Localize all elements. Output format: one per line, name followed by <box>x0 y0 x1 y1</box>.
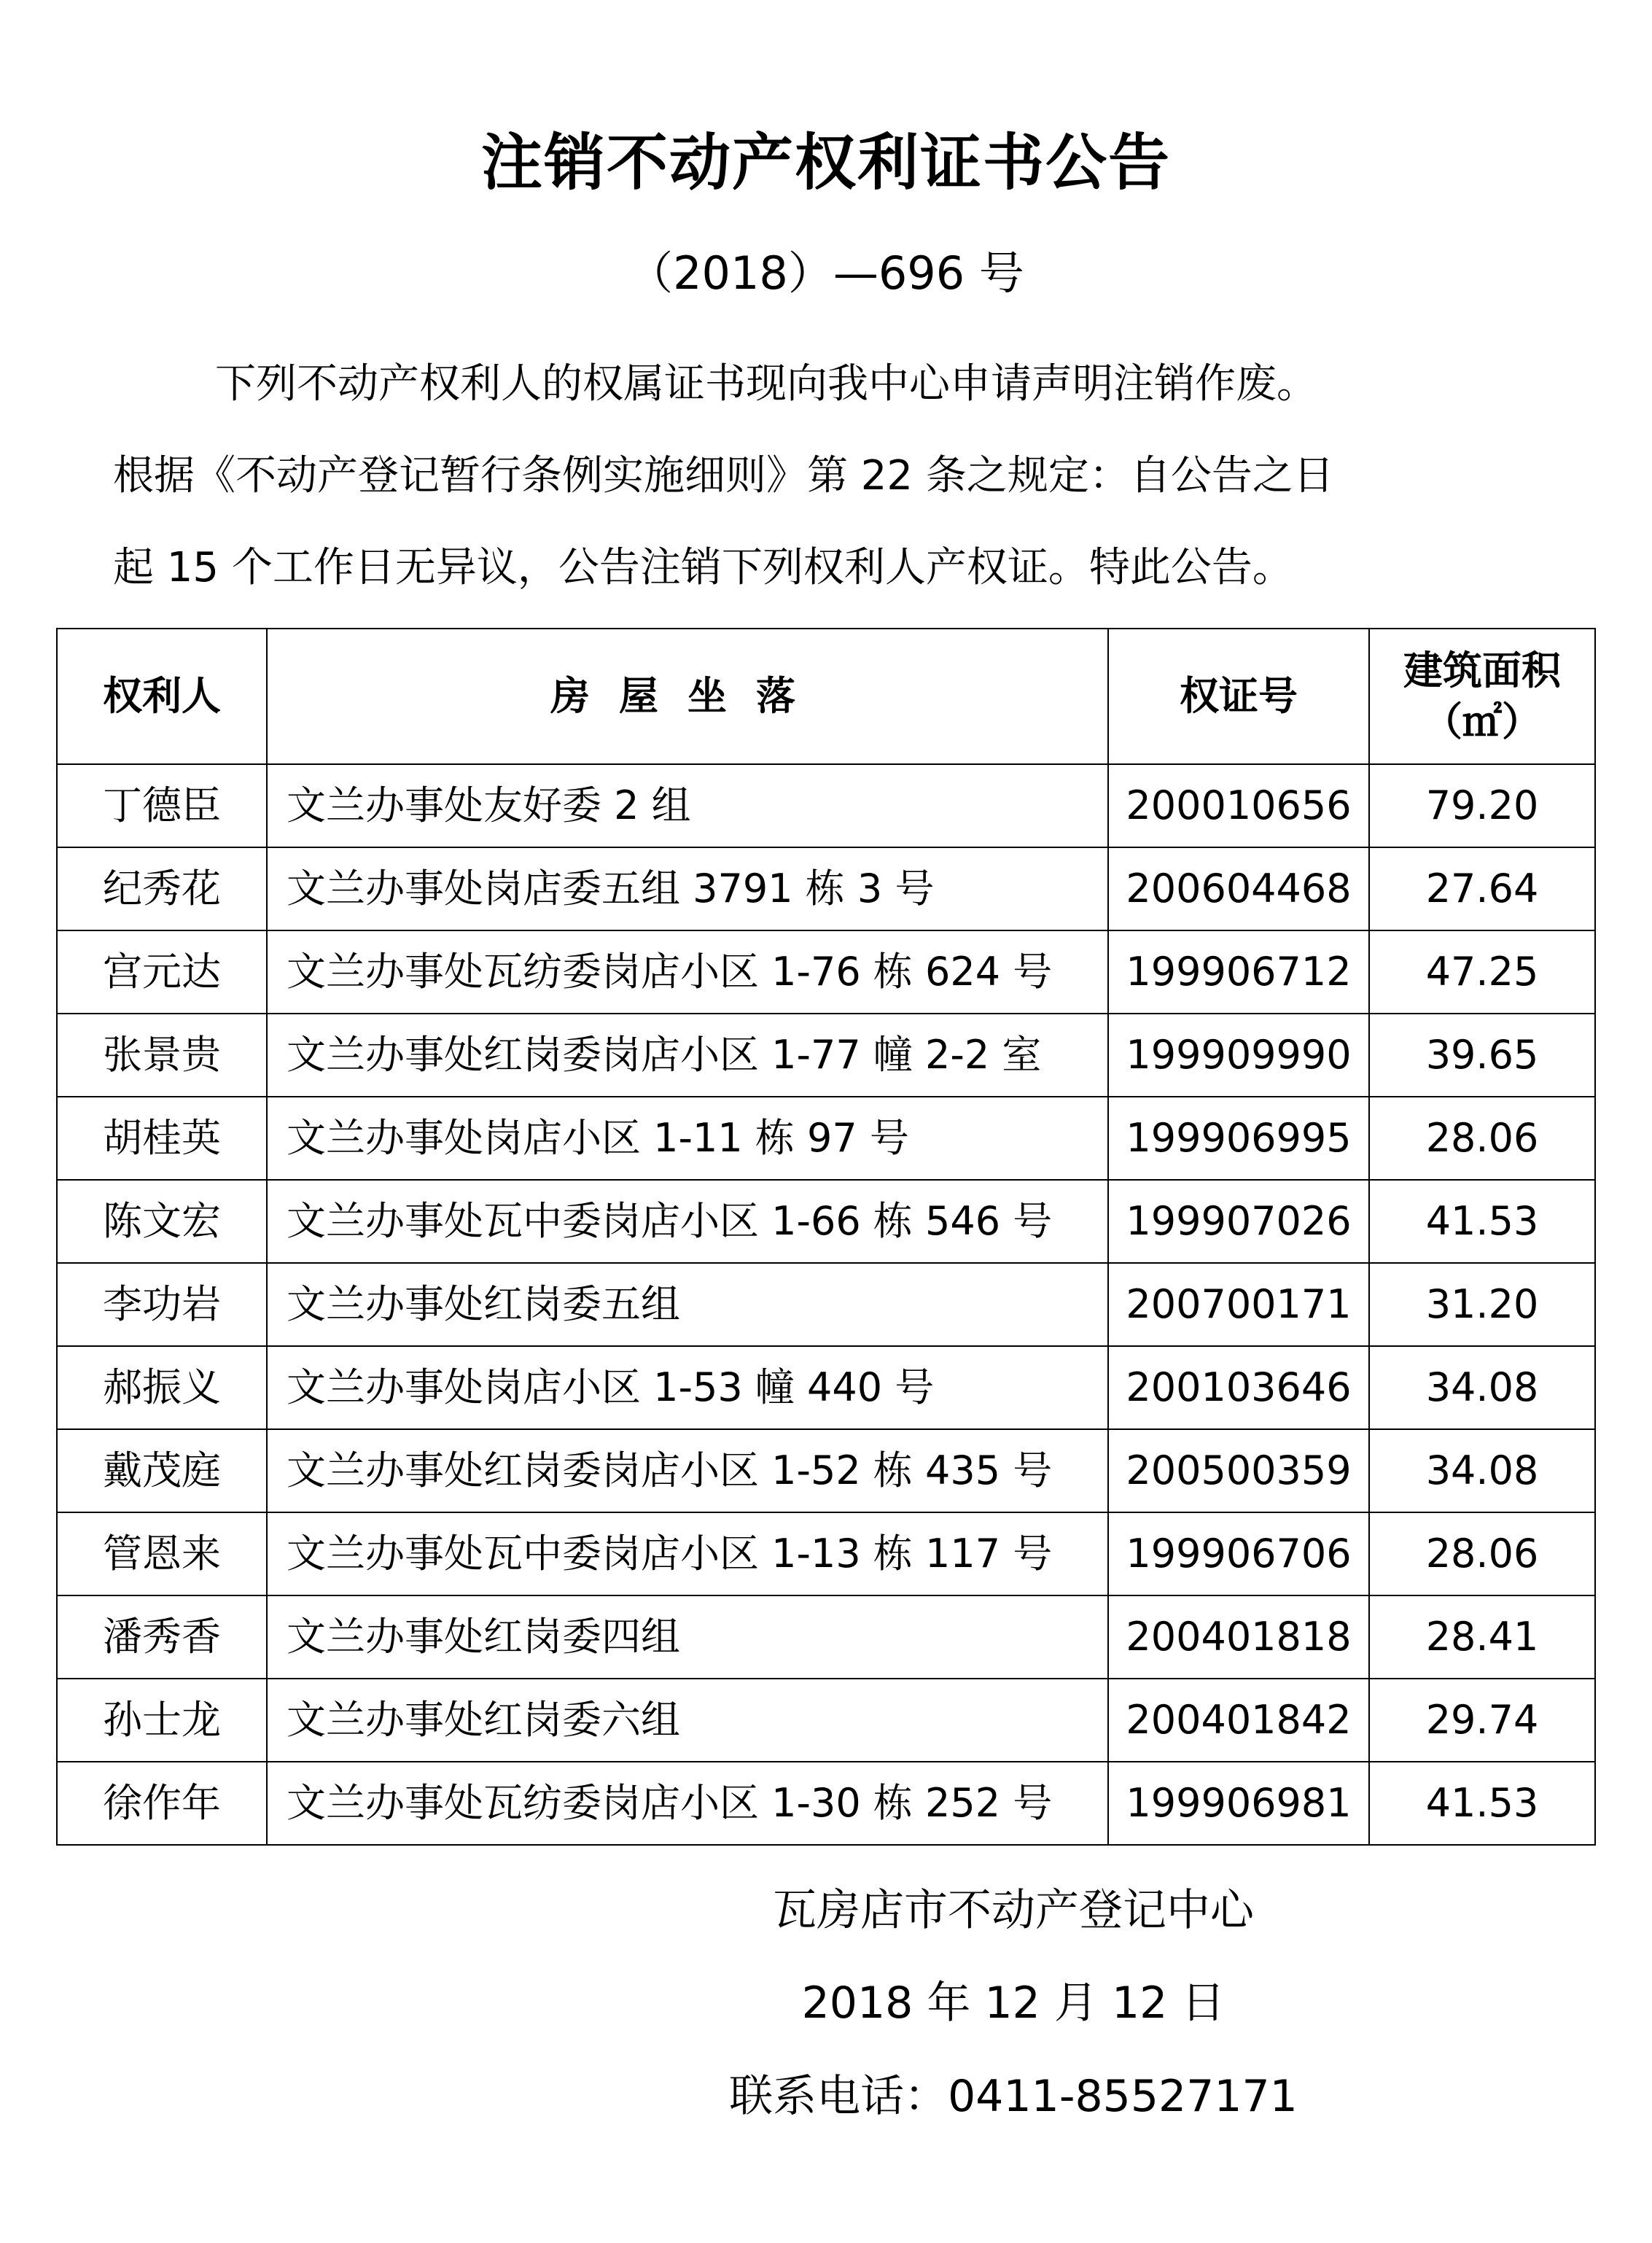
header-cert-no: 权证号 <box>1108 629 1369 764</box>
table-row <box>57 930 1595 1014</box>
area-cell: 39.65 <box>1369 1014 1595 1097</box>
area-cell: 34.08 <box>1369 1346 1595 1429</box>
owner-cell: 宫元达 <box>57 930 267 1014</box>
area-cell: 34.08 <box>1369 1429 1595 1512</box>
area-cell: 28.06 <box>1369 1512 1595 1595</box>
table-row <box>57 1595 1595 1679</box>
header-area-unit: （㎡） <box>1423 699 1541 745</box>
area-cell: 41.53 <box>1369 1180 1595 1263</box>
table-row <box>57 1762 1595 1845</box>
area-cell: 29.74 <box>1369 1679 1595 1762</box>
notice-paragraph <box>113 338 1542 614</box>
area-cell: 47.25 <box>1369 930 1595 1014</box>
location-cell: 文兰办事处红岗委五组 <box>267 1263 1108 1346</box>
owner-cell: 李功岩 <box>57 1263 267 1346</box>
cert-no-cell: 199909990 <box>1108 1014 1369 1097</box>
cert-no-cell: 200401818 <box>1108 1595 1369 1679</box>
area-cell: 79.20 <box>1369 764 1595 847</box>
location-cell: 文兰办事处瓦中委岗店小区 1-66 栋 546 号 <box>267 1180 1108 1263</box>
location-cell: 文兰办事处友好委 2 组 <box>267 764 1108 847</box>
owner-cell: 丁德臣 <box>57 764 267 847</box>
owner-cell: 孙士龙 <box>57 1679 267 1762</box>
paragraph-line-3: 起 15 个工作日无异议，公告注销下列权利人产权证。特此公告。 <box>113 544 1293 591</box>
area-cell: 31.20 <box>1369 1263 1595 1346</box>
table-row <box>57 764 1595 847</box>
header-owner: 权利人 <box>57 629 267 764</box>
cert-no-cell: 200401842 <box>1108 1679 1369 1762</box>
table-row <box>57 1429 1595 1512</box>
cert-no-cell: 199906981 <box>1108 1762 1369 1845</box>
paragraph-line-2: 根据《不动产登记暂行条例实施细则》第 22 条之规定：自公告之日 <box>113 452 1334 499</box>
location-cell: 文兰办事处瓦纺委岗店小区 1-76 栋 624 号 <box>267 930 1108 1014</box>
table-row <box>57 1263 1595 1346</box>
location-cell: 文兰办事处瓦纺委岗店小区 1-30 栋 252 号 <box>267 1762 1108 1845</box>
owner-cell: 陈文宏 <box>57 1180 267 1263</box>
paragraph-line-1-text: 下列不动产权利人的权属证书现向我中心申请声明注销作废。 <box>215 360 1317 408</box>
table-header-row <box>57 629 1595 764</box>
area-cell: 41.53 <box>1369 1762 1595 1845</box>
header-area-label: 建筑面积 <box>1403 648 1561 693</box>
owner-cell: 戴茂庭 <box>57 1429 267 1512</box>
owner-cell: 胡桂英 <box>57 1097 267 1180</box>
header-location: 房屋坐落 <box>267 629 1108 764</box>
area-cell: 28.41 <box>1369 1595 1595 1679</box>
notice-title: 注销不动产权利证书公告 <box>480 127 1171 198</box>
location-cell: 文兰办事处岗店小区 1-53 幢 440 号 <box>267 1346 1108 1429</box>
cert-no-cell: 200010656 <box>1108 764 1369 847</box>
owner-cell: 徐作年 <box>57 1762 267 1845</box>
location-cell: 文兰办事处红岗委四组 <box>267 1595 1108 1679</box>
cert-no-cell: 200103646 <box>1108 1346 1369 1429</box>
issue-date: 2018 年 12 月 12 日 <box>801 1978 1226 2029</box>
location-cell: 文兰办事处红岗委六组 <box>267 1679 1108 1762</box>
paragraph-line-1 <box>113 338 1542 430</box>
document-number: （2018）—696 号 <box>628 246 1024 300</box>
owner-cell: 张景贵 <box>57 1014 267 1097</box>
issuing-organization: 瓦房店市不动产登记中心 <box>773 1885 1254 1936</box>
cert-no-cell: 200500359 <box>1108 1429 1369 1512</box>
location-cell: 文兰办事处瓦中委岗店小区 1-13 栋 117 号 <box>267 1512 1108 1595</box>
table-row <box>57 1679 1595 1762</box>
cert-no-cell: 199906706 <box>1108 1512 1369 1595</box>
table-row <box>57 847 1595 930</box>
area-cell: 28.06 <box>1369 1097 1595 1180</box>
owner-cell: 潘秀香 <box>57 1595 267 1679</box>
owner-cell: 纪秀花 <box>57 847 267 930</box>
location-cell: 文兰办事处红岗委岗店小区 1-52 栋 435 号 <box>267 1429 1108 1512</box>
table-row <box>57 1512 1595 1595</box>
location-cell: 文兰办事处红岗委岗店小区 1-77 幢 2-2 室 <box>267 1014 1108 1097</box>
cert-no-cell: 199906995 <box>1108 1097 1369 1180</box>
table-row <box>57 1180 1595 1263</box>
cert-no-cell: 199907026 <box>1108 1180 1369 1263</box>
cert-no-cell: 200700171 <box>1108 1263 1369 1346</box>
cert-no-cell: 199906712 <box>1108 930 1369 1014</box>
area-cell: 27.64 <box>1369 847 1595 930</box>
location-cell: 文兰办事处岗店小区 1-11 栋 97 号 <box>267 1097 1108 1180</box>
cert-no-cell: 200604468 <box>1108 847 1369 930</box>
certificate-table <box>56 628 1596 1846</box>
contact-phone: 联系电话：0411-85527171 <box>729 2071 1298 2122</box>
location-cell: 文兰办事处岗店委五组 3791 栋 3 号 <box>267 847 1108 930</box>
owner-cell: 郝振义 <box>57 1346 267 1429</box>
owner-cell: 管恩来 <box>57 1512 267 1595</box>
table-row <box>57 1097 1595 1180</box>
header-area <box>1369 629 1595 764</box>
table-row <box>57 1346 1595 1429</box>
table-row <box>57 1014 1595 1097</box>
